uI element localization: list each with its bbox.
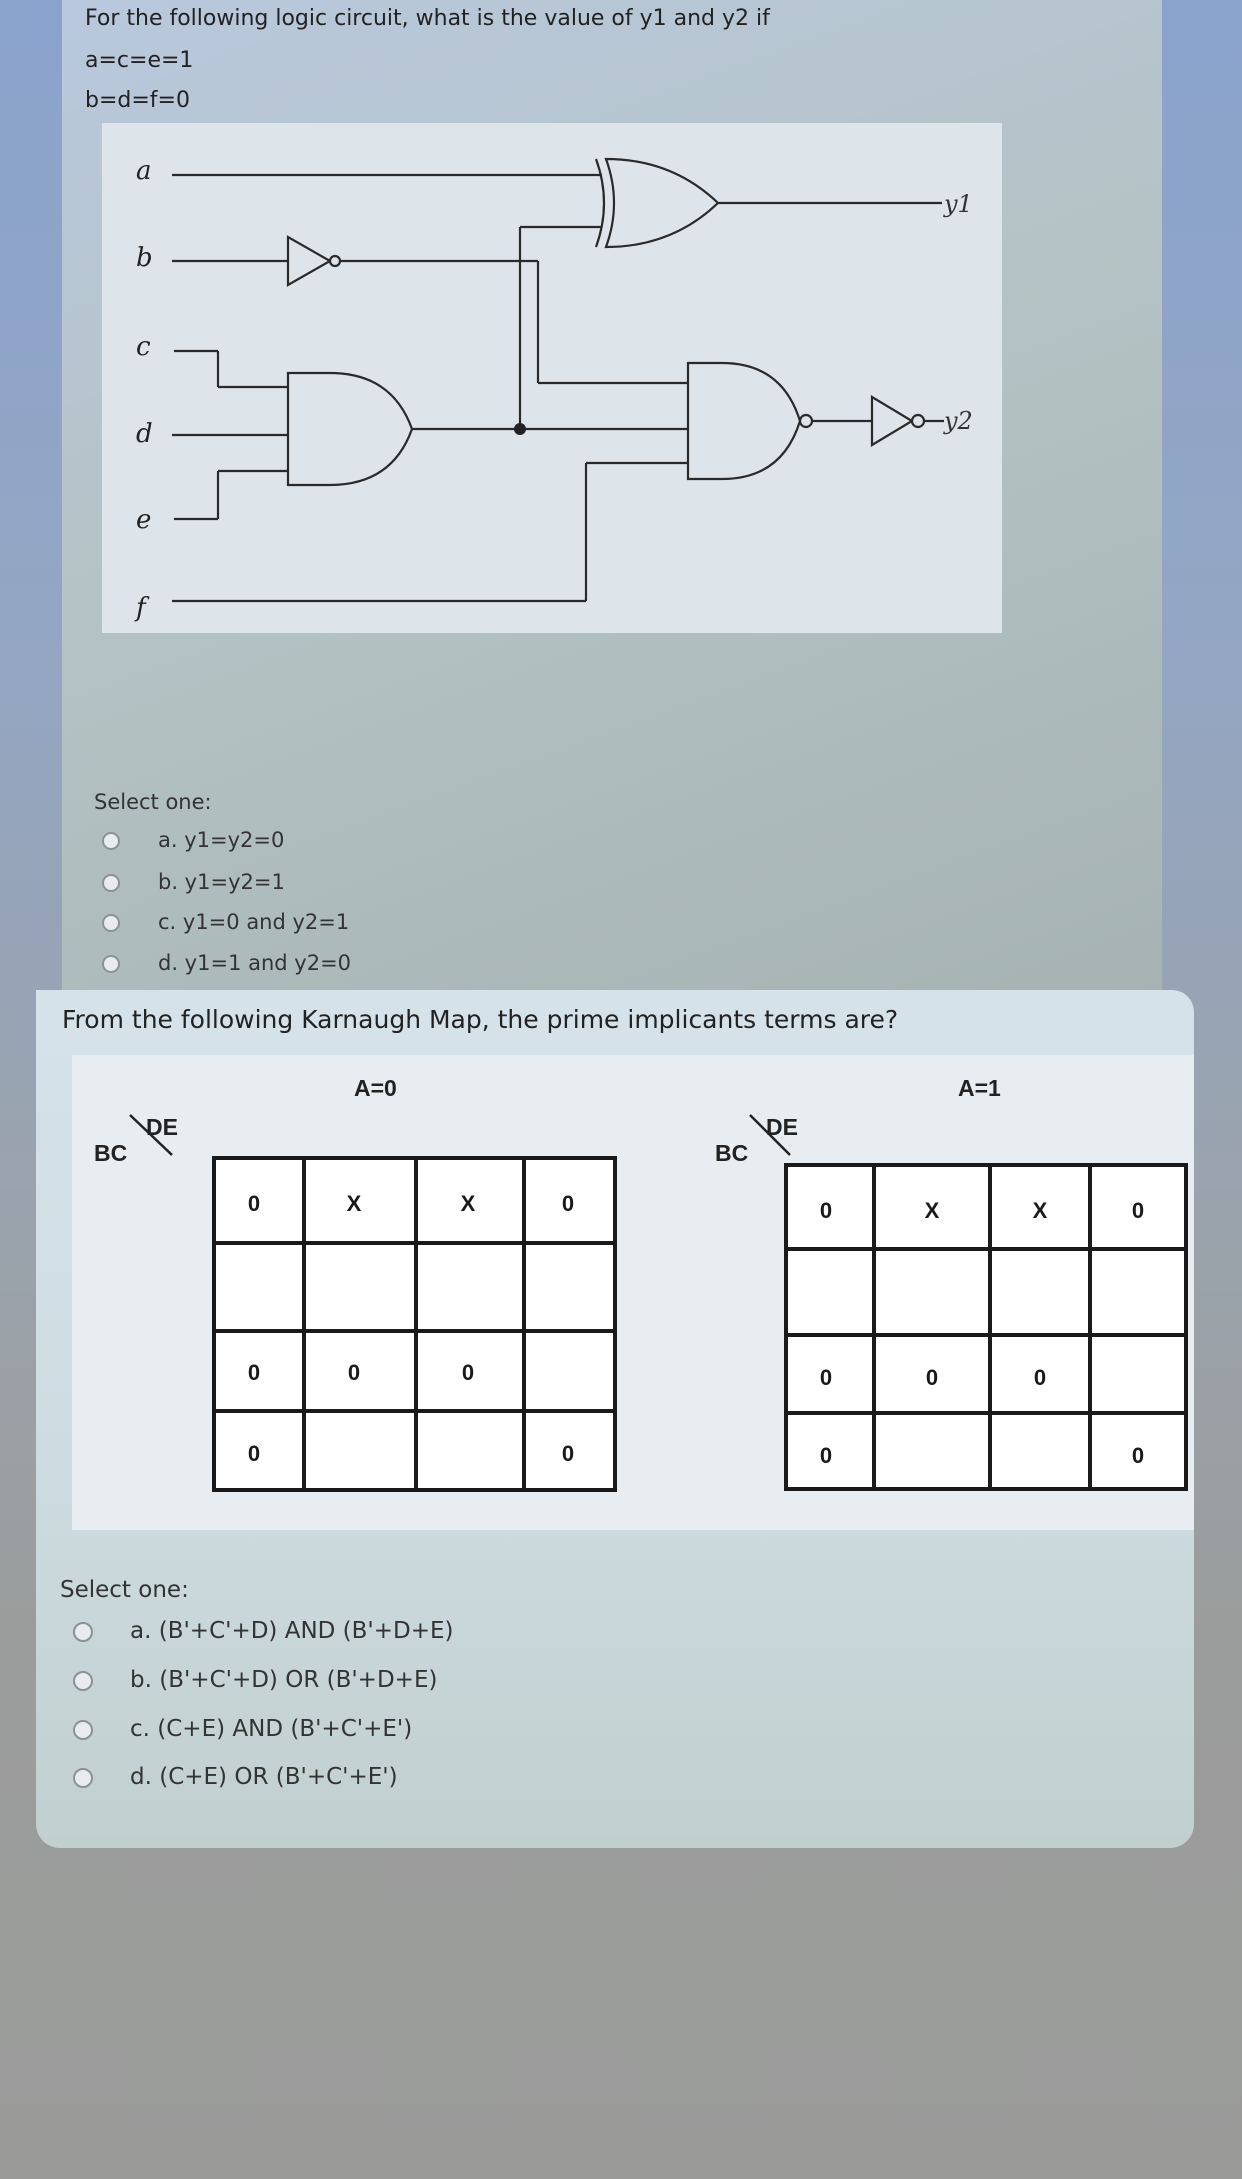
question-2-prompt: From the following Karnaugh Map, the prime implicants terms are? <box>62 1005 899 1034</box>
output-y2-label: y2 <box>944 407 973 435</box>
option-b-label[interactable]: b. y1=y2=1 <box>158 870 285 894</box>
kmap-a1-cell-3-0: 0 <box>819 1443 833 1468</box>
input-e-label: e <box>136 505 152 535</box>
kmap-a1-cell-2-1: 0 <box>925 1365 939 1390</box>
q2-option-c-radio[interactable] <box>73 1720 93 1740</box>
option-a-radio[interactable] <box>102 832 120 850</box>
logic-circuit-svg <box>102 123 1002 633</box>
condition-bdf: b=d=f=0 <box>85 88 190 113</box>
kmap-a0-col-var: DE <box>146 1114 178 1140</box>
kmap-a0-row-var: BC <box>94 1140 128 1166</box>
kmap-a1-grid <box>786 1165 1186 1489</box>
kmap-a0-cell-0-3: 0 <box>561 1191 575 1216</box>
kmap-a0-label: A=0 <box>354 1075 397 1101</box>
q2-option-d-label[interactable]: d. (C+E) OR (B'+C'+E') <box>130 1764 398 1790</box>
question-1-prompt: For the following logic circuit, what is the value of y1 and y2 if <box>85 6 770 31</box>
option-d-radio[interactable] <box>102 955 120 973</box>
q2-option-d-radio[interactable] <box>73 1768 93 1788</box>
kmap-a0-cell-0-2: X <box>460 1191 476 1216</box>
option-b-radio[interactable] <box>102 874 120 892</box>
kmap-a0-cell-2-1: 0 <box>347 1360 361 1385</box>
select-one-label: Select one: <box>94 790 212 814</box>
kmap-a1-cell-0-1: X <box>924 1198 940 1223</box>
kmap-a1-cell-0-3: 0 <box>1131 1198 1145 1223</box>
q2-option-b-label[interactable]: b. (B'+C'+D) OR (B'+D+E) <box>130 1667 438 1693</box>
select-one-label-2: Select one: <box>60 1577 189 1603</box>
input-a-label: a <box>136 156 152 186</box>
option-c-radio[interactable] <box>102 914 120 932</box>
q2-option-a-radio[interactable] <box>73 1622 93 1642</box>
q2-option-c-label[interactable]: c. (C+E) AND (B'+C'+E') <box>130 1716 413 1742</box>
input-c-label: c <box>136 332 151 362</box>
kmap-a0-cell-3-0: 0 <box>247 1441 261 1466</box>
kmap-a1-cell-2-0: 0 <box>819 1365 833 1390</box>
kmap-a0-cell-0-0: 0 <box>247 1191 261 1216</box>
input-b-label: b <box>136 243 153 273</box>
q2-option-b-radio[interactable] <box>73 1671 93 1691</box>
condition-ace: a=c=e=1 <box>85 48 194 73</box>
output-y1-label: y1 <box>944 190 973 218</box>
kmap-a0-cell-0-1: X <box>346 1191 362 1216</box>
question-2-card <box>36 990 1194 1848</box>
question-1-card <box>62 0 1162 990</box>
kmap-a0-grid <box>214 1158 615 1490</box>
karnaugh-map-panel <box>72 1055 1194 1530</box>
kmap-a1-col-var: DE <box>766 1114 798 1140</box>
input-d-label: d <box>136 419 153 449</box>
kmap-a1-label: A=1 <box>958 1075 1001 1101</box>
kmap-a0-cell-3-3: 0 <box>561 1441 575 1466</box>
kmap-a1-cell-3-3: 0 <box>1131 1443 1145 1468</box>
logic-circuit-diagram <box>102 123 1002 633</box>
kmap-a0-cell-2-2: 0 <box>461 1360 475 1385</box>
karnaugh-maps-svg <box>72 1055 1194 1530</box>
kmap-a0-cell-2-0: 0 <box>247 1360 261 1385</box>
input-f-label: f <box>136 593 146 623</box>
junction-dot <box>514 423 526 435</box>
kmap-a1-cell-2-2: 0 <box>1033 1365 1047 1390</box>
kmap-a1-cell-0-2: X <box>1032 1198 1048 1223</box>
option-d-label[interactable]: d. y1=1 and y2=0 <box>158 951 352 975</box>
kmap-a1-row-var: BC <box>715 1140 749 1166</box>
option-c-label[interactable]: c. y1=0 and y2=1 <box>158 910 350 934</box>
kmap-a1-cell-0-0: 0 <box>819 1198 833 1223</box>
option-a-label[interactable]: a. y1=y2=0 <box>158 828 285 852</box>
q2-option-a-label[interactable]: a. (B'+C'+D) AND (B'+D+E) <box>130 1618 454 1644</box>
